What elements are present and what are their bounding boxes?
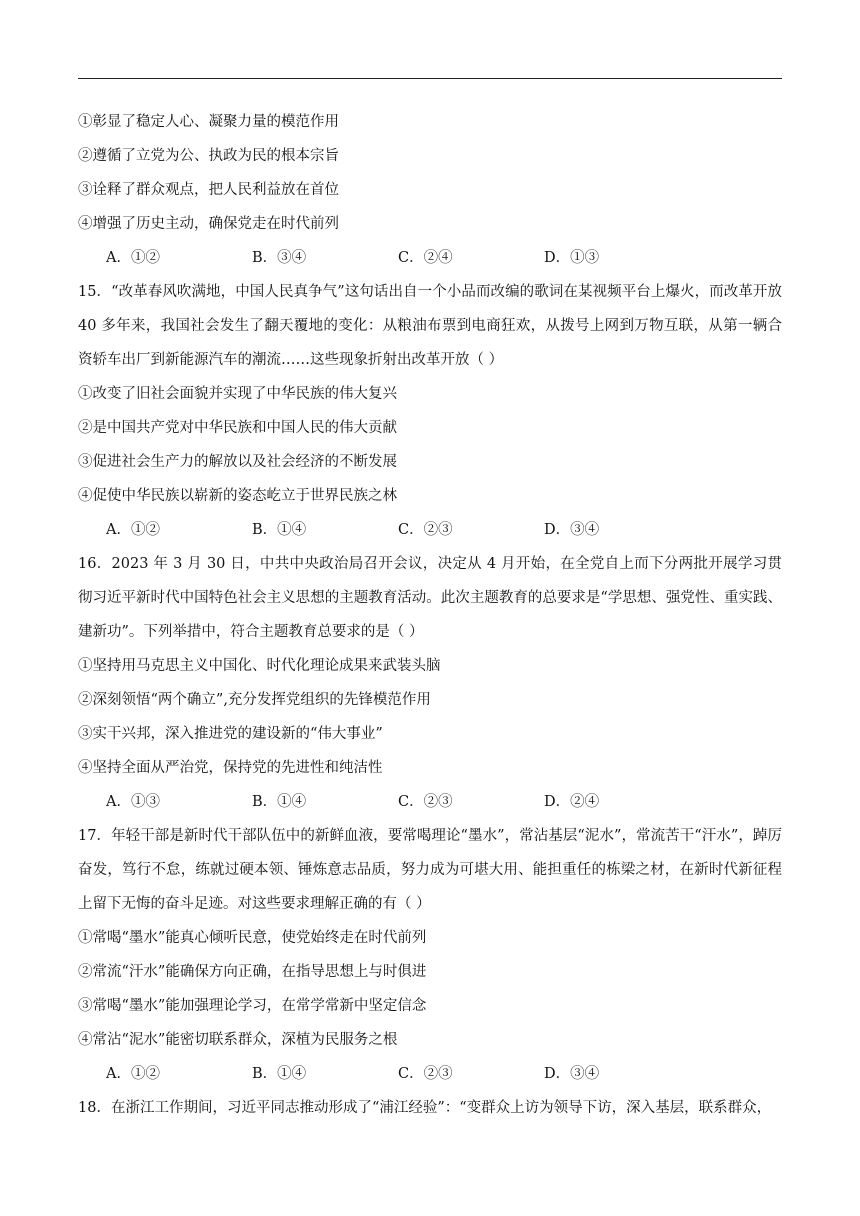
- option-1: ①彰显了稳定人心、凝聚力量的模范作用: [78, 114, 339, 130]
- choice-a: A．①②: [106, 250, 160, 266]
- question-17: [78, 819, 782, 1091]
- answer-choices: [78, 1057, 782, 1091]
- option-3: ③实干兴邦，深入推进党的建设新的“伟大事业”: [78, 726, 383, 742]
- choice-a: A．①②: [106, 1066, 160, 1082]
- choice-b: B．①④: [252, 794, 307, 810]
- header-rule: [78, 78, 782, 79]
- choice-c: C．②③: [398, 522, 453, 538]
- option-4: ④增强了历史主动，确保党走在时代前列: [78, 216, 339, 232]
- answer-choices: [78, 241, 782, 275]
- option-4: ④常沾“泥水”能密切联系群众，深植为民服务之根: [78, 1032, 398, 1048]
- option-3: ③常喝“墨水”能加强理论学习，在常学常新中坚定信念: [78, 998, 427, 1014]
- choice-d: D．②④: [544, 794, 600, 810]
- option-3: ③促进社会生产力的解放以及社会经济的不断发展: [78, 454, 397, 470]
- question-15: [78, 275, 782, 547]
- choice-c: C．②③: [398, 1066, 453, 1082]
- question-stem: 16．2023 年 3 月 30 日，中共中央政治局召开会议，决定从 4 月开始，在全党自上而下分两批开展学习贯彻习近平新时代中国特色社会主义思想的主题教育活动。此次主题教育的总要求是“学思想、强党性、重实践、建新功”。下列举措中，符合主题教育总要求的是（ ）: [78, 556, 782, 640]
- answer-choices: [78, 785, 782, 819]
- question-stem: 17．年轻干部是新时代干部队伍中的新鲜血液，要常喝理论“墨水”，常沾基层“泥水”，常流苦干“汗水”，踔厉奋发，笃行不怠，练就过硬本领、锤炼意志品质，努力成为可堪大用、能担重任的栋梁之材，在新时代新征程上留下无悔的奋斗足迹。对这些要求理解正确的有（ ）: [78, 828, 782, 912]
- answer-choices: [78, 513, 782, 547]
- question-stem: 15．“改革春风吹满地，中国人民真争气”这句话出自一个小品而改编的歌词在某视频平台上爆火，而改革开放 40 多年来，我国社会发生了翻天覆地的变化：从粮油布票到电商狂欢，从拨号上网到万物互联，从第一辆合资轿车出厂到新能源汽车的潮流……这些现象折射出改革开放（ ）: [78, 284, 782, 368]
- choice-a: A．①③: [106, 794, 160, 810]
- option-2: ②常流“汗水”能确保方向正确，在指导思想上与时俱进: [78, 964, 427, 980]
- option-4: ④促使中华民族以崭新的姿态屹立于世界民族之林: [78, 488, 397, 504]
- option-1: ①坚持用马克思主义中国化、时代化理论成果来武装头脑: [78, 658, 441, 674]
- choice-d: D．①③: [544, 250, 600, 266]
- option-2: ②是中国共产党对中华民族和中国人民的伟大贡献: [78, 420, 397, 436]
- question-stem: 18．在浙江工作期间，习近平同志推动形成了“浦江经验”：“变群众上访为领导下访，深入基层，联系群众，: [78, 1100, 772, 1116]
- choice-d: D．③④: [544, 1066, 600, 1082]
- question-18: [78, 1091, 782, 1125]
- choice-b: B．①④: [252, 1066, 307, 1082]
- choice-b: B．③④: [252, 250, 307, 266]
- choice-a: A．①②: [106, 522, 160, 538]
- option-2: ②遵循了立党为公、执政为民的根本宗旨: [78, 148, 339, 164]
- question-14: [78, 105, 782, 275]
- option-1: ①改变了旧社会面貌并实现了中华民族的伟大复兴: [78, 386, 397, 402]
- choice-c: C．②④: [398, 250, 453, 266]
- option-1: ①常喝“墨水”能真心倾听民意，使党始终走在时代前列: [78, 930, 427, 946]
- option-4: ④坚持全面从严治党，保持党的先进性和纯洁性: [78, 760, 383, 776]
- question-16: [78, 547, 782, 819]
- choice-d: D．③④: [544, 522, 600, 538]
- choice-c: C．②③: [398, 794, 453, 810]
- option-2: ②深刻领悟“两个确立”,充分发挥党组织的先锋模范作用: [78, 692, 431, 708]
- choice-b: B．①④: [252, 522, 307, 538]
- option-3: ③诠释了群众观点，把人民利益放在首位: [78, 182, 339, 198]
- document-body: [78, 105, 782, 1125]
